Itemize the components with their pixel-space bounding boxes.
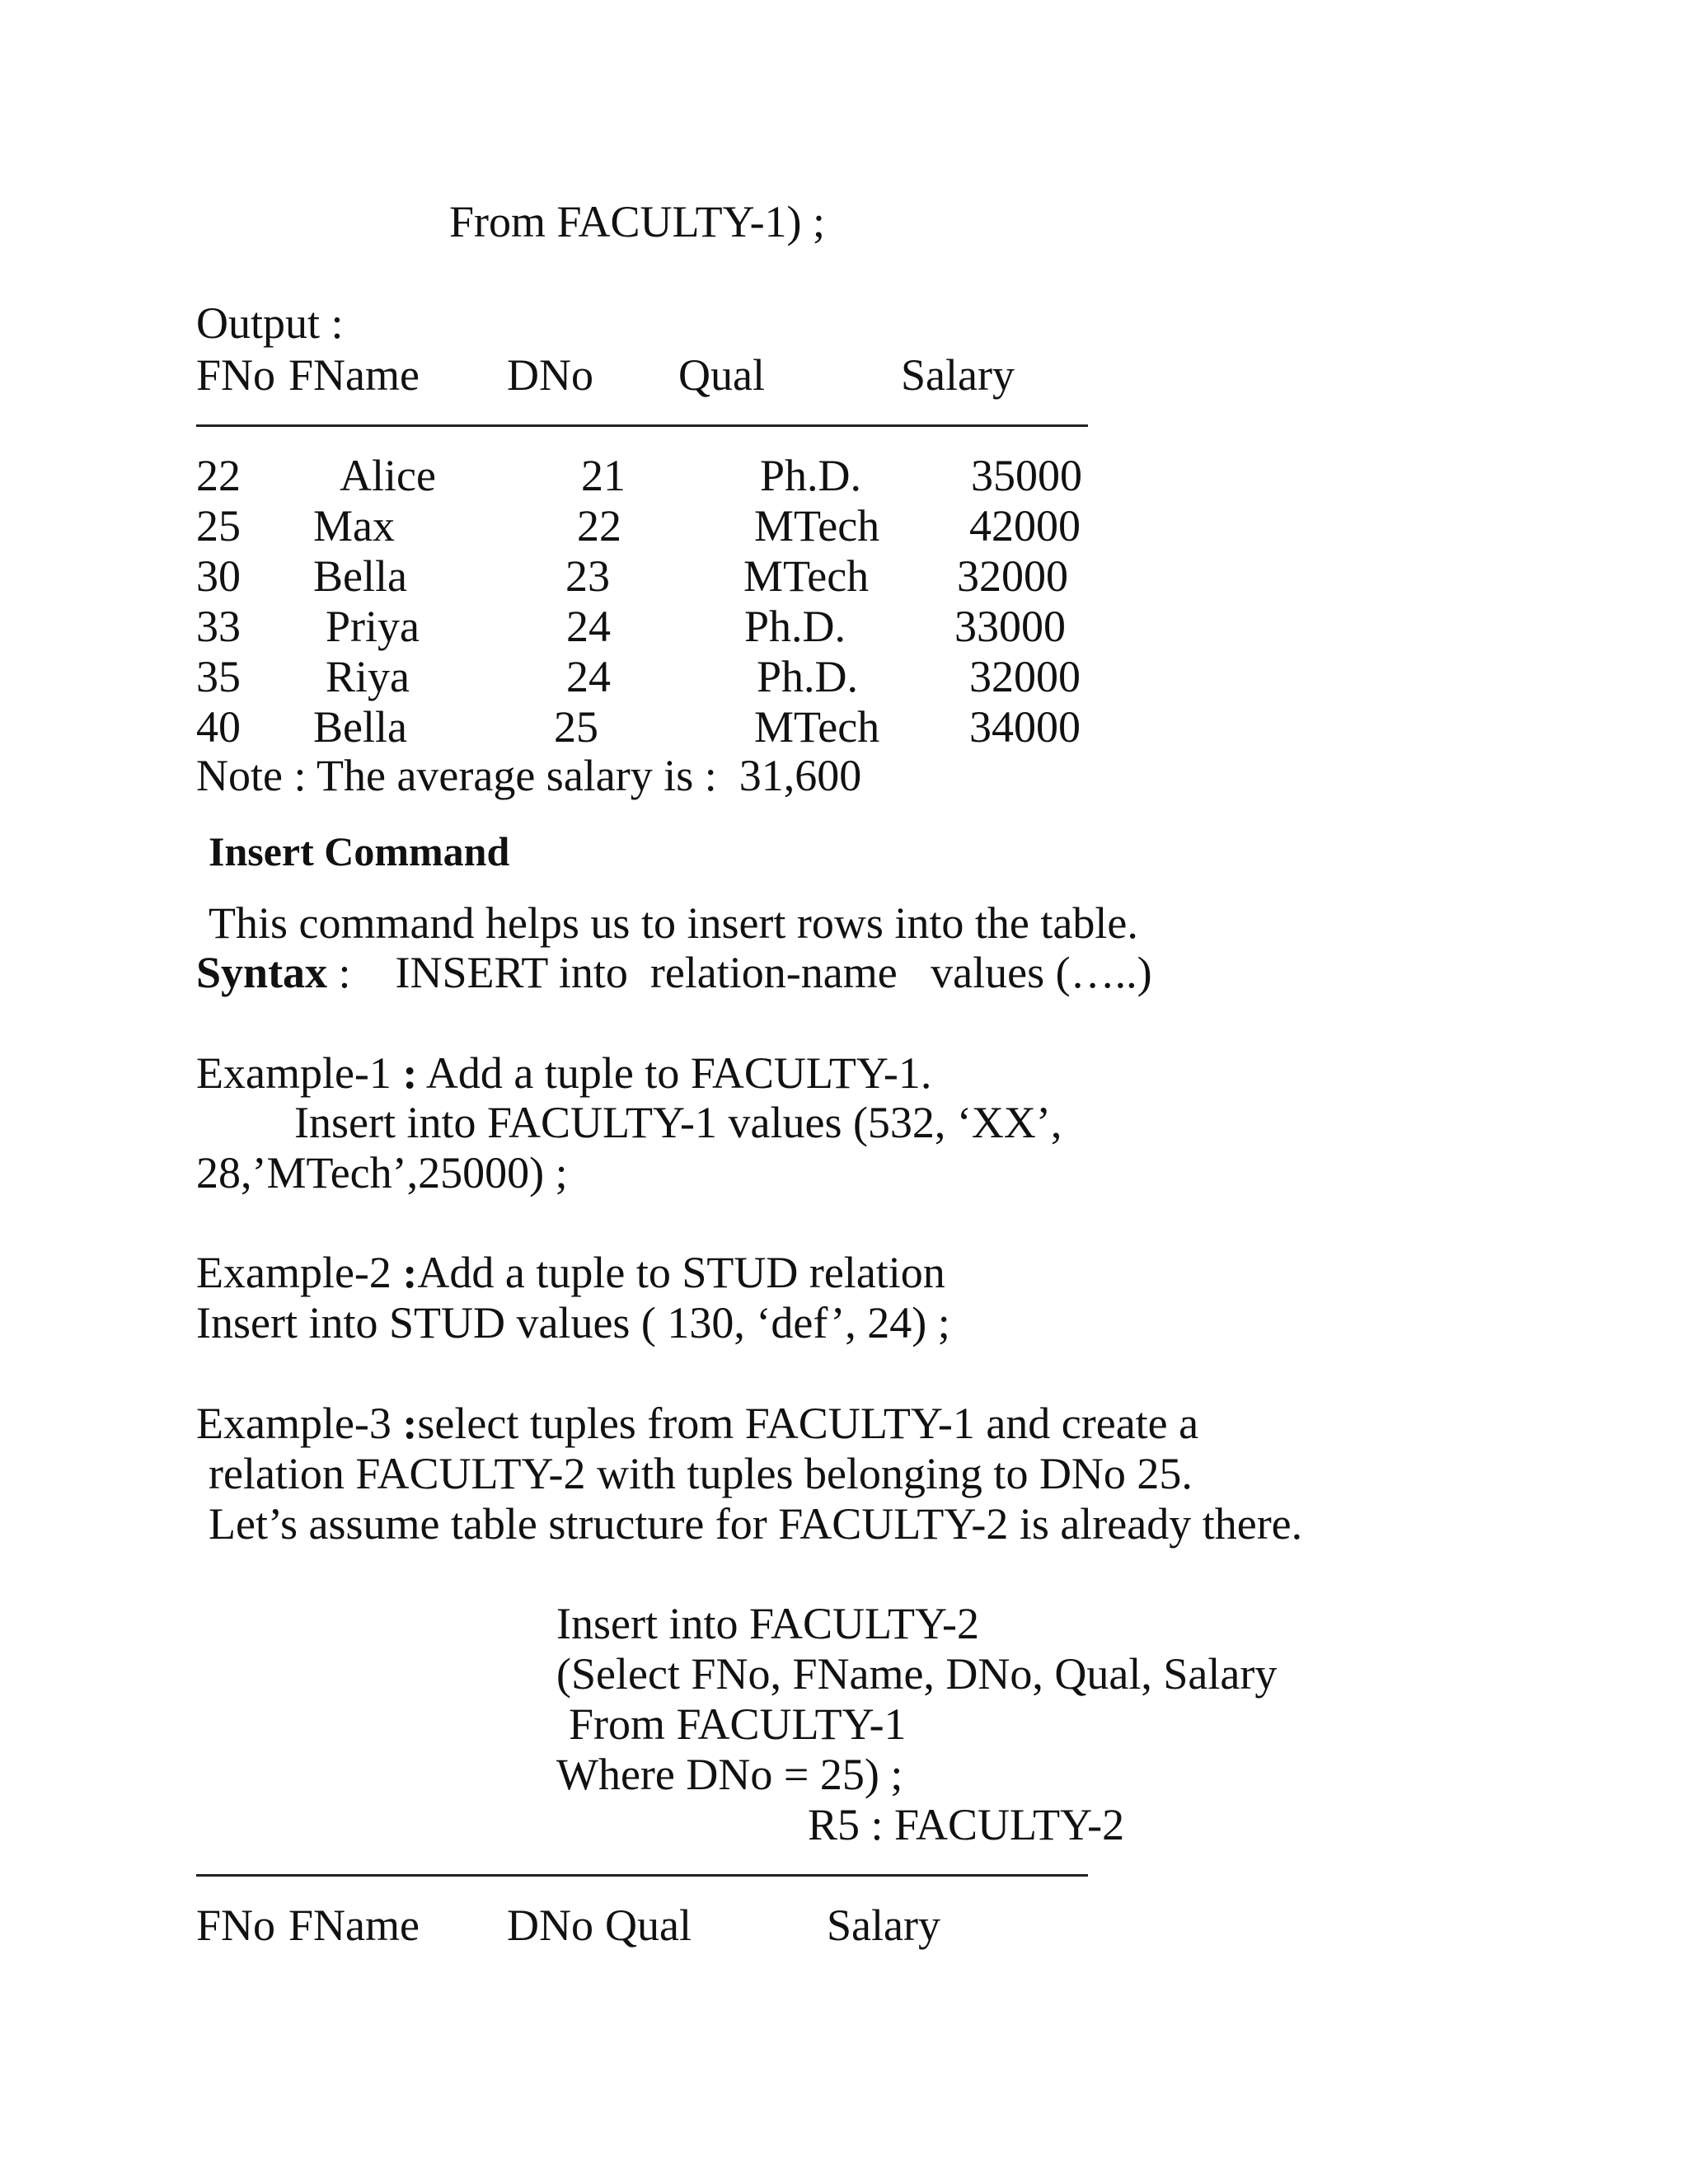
cell-dno: 21 <box>581 451 626 500</box>
cell-fname: Riya <box>326 652 410 701</box>
cell-qual: MTech <box>754 501 880 551</box>
output-label: Output : <box>196 298 344 348</box>
result-caption: R5 : FACULTY-2 <box>808 1800 1125 1849</box>
cell-fno: 30 <box>196 551 241 601</box>
cell-fno: 35 <box>196 652 241 701</box>
query-line-3: From FACULTY-1 <box>569 1699 907 1749</box>
cell-qual: MTech <box>743 551 870 601</box>
cell-fno: 25 <box>196 501 241 551</box>
col-header-qual: Qual <box>678 350 765 400</box>
col-header-fno: FNo <box>196 1900 276 1950</box>
cell-salary: 34000 <box>969 702 1081 752</box>
table1-divider <box>196 424 1088 427</box>
cell-fno: 33 <box>196 602 241 651</box>
cell-salary: 32000 <box>969 652 1081 701</box>
col-header-fname: FName <box>288 1900 420 1950</box>
cell-fname: Max <box>313 501 395 551</box>
example-1-code-line: Insert into FACULTY-1 values (532, ‘XX’, <box>294 1098 1062 1147</box>
cell-fname: Bella <box>313 702 407 752</box>
insert-description: This command helps us to insert rows into the table. <box>209 898 1138 948</box>
example-3-colon: : <box>402 1399 418 1448</box>
example-3-line-3: Let’s assume table structure for FACULTY-2 is already there. <box>209 1499 1303 1549</box>
section-heading: Insert Command <box>209 828 510 874</box>
cell-qual: MTech <box>754 702 880 752</box>
example-3-label: Example-3 <box>196 1399 403 1448</box>
col-header-fname: FName <box>288 350 420 400</box>
cell-fname: Alice <box>340 451 436 500</box>
cell-dno: 23 <box>565 551 610 601</box>
cell-qual: Ph.D. <box>760 451 862 500</box>
col-header-qual: Qual <box>605 1900 692 1950</box>
col-header-fno: FNo <box>196 350 276 400</box>
example-2-colon: : <box>402 1248 418 1297</box>
col-header-salary: Salary <box>901 350 1015 400</box>
example-1-line <box>196 1048 932 1098</box>
cell-salary: 33000 <box>954 602 1066 651</box>
example-1-label: Example-1 <box>196 1048 392 1098</box>
cell-dno: 24 <box>566 602 611 651</box>
cell-dno: 24 <box>566 652 611 701</box>
example-3-line-2: relation FACULTY-2 with tuples belonging to DNo 25. <box>209 1449 1193 1498</box>
cell-fname: Bella <box>313 551 407 601</box>
cell-fname: Priya <box>326 602 420 651</box>
cell-qual: Ph.D. <box>757 652 859 701</box>
example-1-colon: : <box>391 1048 418 1098</box>
col-header-salary: Salary <box>827 1900 940 1950</box>
cell-dno: 22 <box>577 501 621 551</box>
cell-fno: 22 <box>196 451 241 500</box>
syntax-line <box>196 950 1152 995</box>
cell-dno: 25 <box>554 702 598 752</box>
syntax-text: : INSERT into relation-name values (…..) <box>327 948 1152 997</box>
cell-salary: 35000 <box>971 451 1082 500</box>
example-2-line <box>196 1250 945 1295</box>
query-closing-line: From FACULTY-1) ; <box>449 197 826 246</box>
cell-fno: 40 <box>196 702 241 752</box>
example-1-code-line-2: 28,’MTech’,25000) ; <box>196 1148 568 1197</box>
col-header-dno: DNo <box>507 350 593 400</box>
syntax-label: Syntax <box>196 948 328 997</box>
cell-qual: Ph.D. <box>744 602 846 651</box>
table2-divider <box>196 1874 1088 1877</box>
query-line-1: Insert into FACULTY-2 <box>556 1599 979 1648</box>
query-line-2: (Select FNo, FName, DNo, Qual, Salary <box>556 1649 1278 1699</box>
example-1-text: Add a tuple to FACULTY-1. <box>417 1048 932 1098</box>
query-line-4: Where DNo = 25) ; <box>556 1750 903 1799</box>
example-2-label: Example-2 <box>196 1248 403 1297</box>
cell-salary: 32000 <box>957 551 1068 601</box>
col-header-dno: DNo <box>507 1900 593 1950</box>
example-2-text: Add a tuple to STUD relation <box>417 1248 945 1297</box>
example-3-line <box>196 1401 1198 1446</box>
example-3-text: select tuples from FACULTY-1 and create a <box>417 1399 1199 1448</box>
average-salary-note: Note : The average salary is : 31,600 <box>196 751 862 800</box>
cell-salary: 42000 <box>969 501 1081 551</box>
example-2-code-line: Insert into STUD values ( 130, ‘def’, 24) ; <box>196 1298 950 1347</box>
